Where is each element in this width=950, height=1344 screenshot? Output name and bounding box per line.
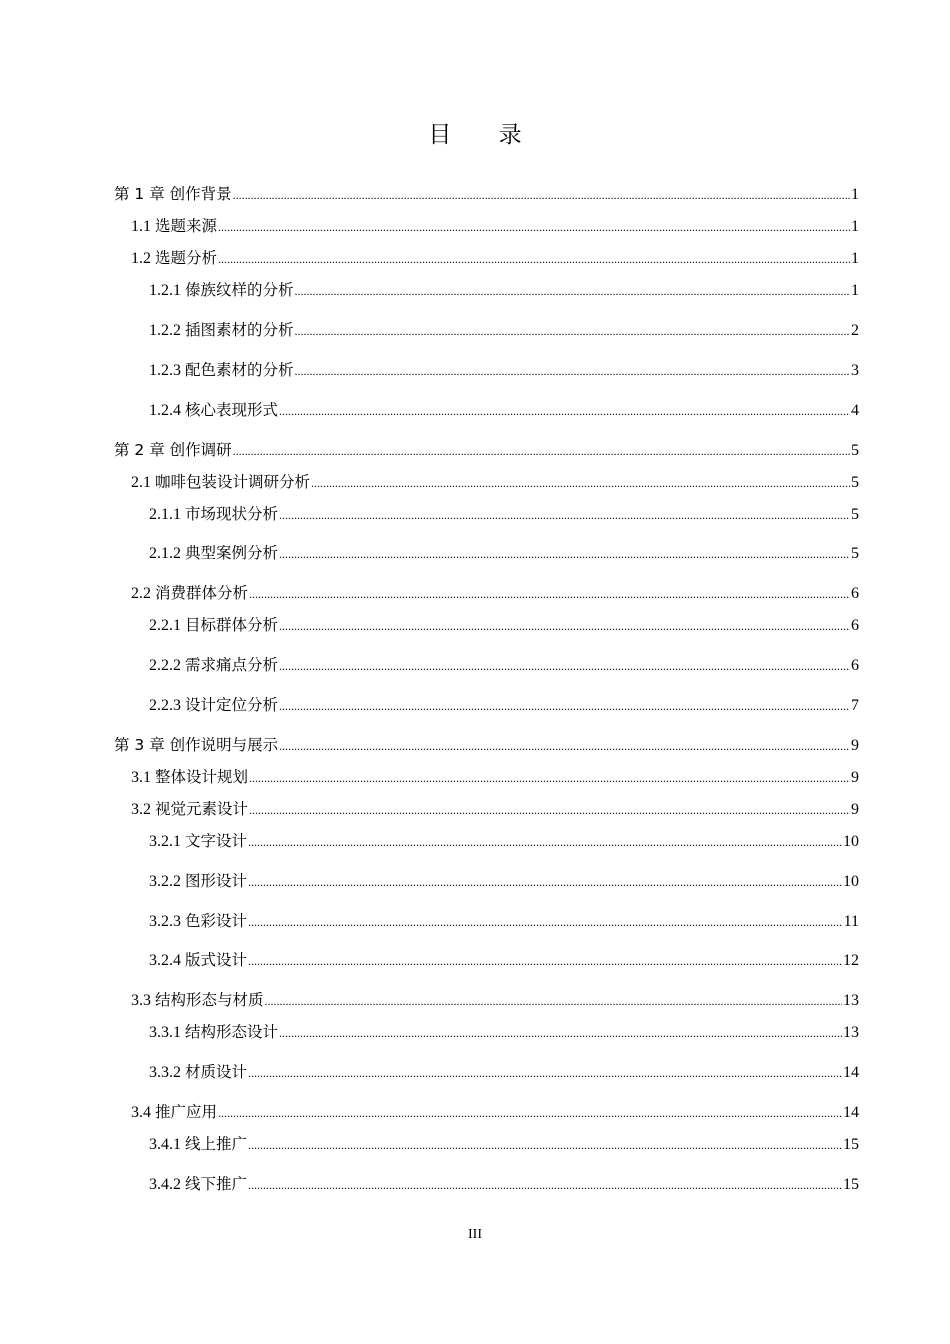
toc-entry[interactable] [131, 472, 859, 492]
toc-entry-number: 2.1.1 [149, 506, 185, 523]
toc-dot-leader [279, 696, 850, 716]
toc-entry-title: 创作说明与展示 [169, 736, 279, 754]
toc-entry-page: 5 [851, 506, 859, 523]
toc-entry[interactable] [149, 543, 859, 563]
toc-entry-page: 9 [851, 801, 859, 818]
toc-entry-page: 14 [843, 1104, 859, 1121]
page-title: 目 录 [428, 122, 542, 148]
toc-dot-leader [218, 1103, 842, 1123]
toc-entry-page: 9 [851, 769, 859, 786]
toc-entry-number: 3.2.4 [149, 952, 185, 969]
toc-dot-leader [265, 991, 842, 1011]
toc-entry-number: 2.2.1 [149, 617, 185, 634]
toc-entry-title: 版式设计 [185, 951, 248, 969]
toc-entry-number: 1.2.2 [149, 322, 185, 339]
toc-entry-page: 13 [843, 1024, 859, 1041]
toc-entry-title: 推广应用 [155, 1103, 218, 1121]
toc-entry[interactable] [149, 831, 859, 851]
toc-entry-page: 10 [843, 833, 859, 850]
toc-entry-page: 5 [851, 545, 859, 562]
toc-entry[interactable] [131, 767, 859, 787]
toc-entry[interactable] [149, 1134, 859, 1154]
toc-entry[interactable] [149, 615, 859, 635]
toc-entry-title: 创作调研 [169, 441, 232, 459]
toc-entry[interactable] [131, 799, 859, 819]
toc-entry-page: 15 [843, 1136, 859, 1153]
toc-entry-number: 3.2.2 [149, 873, 185, 890]
toc-entry-title: 咖啡包装设计调研分析 [155, 473, 311, 491]
toc-entry[interactable] [149, 400, 859, 420]
toc-entry-page: 11 [843, 913, 859, 930]
toc-dot-leader [249, 768, 850, 788]
toc-entry[interactable] [149, 911, 859, 931]
toc-entry-page: 5 [851, 442, 859, 459]
toc-entry-number: 3.3.2 [149, 1064, 185, 1081]
toc-entry[interactable] [149, 655, 859, 675]
toc-entry[interactable] [149, 280, 859, 300]
toc-entry-page: 13 [843, 992, 859, 1009]
toc-entry-number: 第 3 章 [114, 736, 170, 754]
toc-entry-title: 消费群体分析 [155, 584, 249, 602]
toc-entry[interactable] [131, 216, 859, 236]
toc-dot-leader [279, 505, 850, 525]
toc-entry[interactable] [149, 320, 859, 340]
toc-dot-leader [233, 441, 850, 461]
toc-entry-title: 色彩设计 [185, 912, 248, 930]
toc-entry-page: 1 [851, 250, 859, 267]
toc-entry[interactable] [149, 695, 859, 715]
toc-entry-title: 需求痛点分析 [185, 656, 279, 674]
toc-entry-number: 2.2.3 [149, 697, 185, 714]
toc-entry[interactable] [114, 184, 859, 204]
toc-entry-number: 2.2 [131, 585, 155, 602]
toc-dot-leader [279, 736, 850, 756]
toc-entry-number: 3.2.1 [149, 833, 185, 850]
toc-dot-leader [279, 616, 850, 636]
toc-entry-number: 1.2.1 [149, 282, 185, 299]
toc-entry-title: 线下推广 [185, 1175, 248, 1193]
toc-dot-leader [279, 656, 850, 676]
toc-dot-leader [248, 872, 842, 892]
toc-entry-title: 市场现状分析 [185, 505, 279, 523]
toc-entry-title: 线上推广 [185, 1135, 248, 1153]
toc-dot-leader [311, 473, 850, 493]
toc-entry-page: 1 [851, 282, 859, 299]
toc-dot-leader [279, 401, 850, 421]
toc-entry-title: 整体设计规划 [155, 768, 249, 786]
toc-entry-number: 1.2 [131, 250, 155, 267]
toc-entry[interactable] [149, 504, 859, 524]
toc-entry-page: 1 [851, 218, 859, 235]
toc-dot-leader [295, 361, 850, 381]
toc-entry-number: 3.4.2 [149, 1176, 185, 1193]
toc-entry[interactable] [114, 440, 859, 460]
toc-entry[interactable] [131, 990, 859, 1010]
toc-entry-page: 5 [851, 474, 859, 491]
toc-entry-title: 典型案例分析 [185, 544, 279, 562]
toc-entry-page: 12 [843, 952, 859, 969]
toc-entry-number: 第 1 章 [114, 185, 170, 203]
toc-dot-leader [248, 1135, 842, 1155]
toc-entry[interactable] [131, 1102, 859, 1122]
toc-dot-leader [248, 1063, 842, 1083]
toc-entry-title: 目标群体分析 [185, 616, 279, 634]
toc-entry-title: 选题分析 [155, 249, 218, 267]
toc-entry-page: 14 [843, 1064, 859, 1081]
toc-entry[interactable] [114, 735, 859, 755]
toc-entry-number: 3.1 [131, 769, 155, 786]
page-number-footer: III [468, 1227, 482, 1242]
toc-entry[interactable] [149, 871, 859, 891]
toc-dot-leader [248, 1175, 842, 1195]
toc-entry-title: 结构形态与材质 [155, 991, 264, 1009]
toc-entry-title: 傣族纹样的分析 [185, 281, 294, 299]
toc-entry-page: 7 [851, 697, 859, 714]
toc-entry-page: 6 [851, 617, 859, 634]
toc-entry[interactable] [149, 950, 859, 970]
toc-entry-title: 插图素材的分析 [185, 321, 294, 339]
toc-entry-number: 第 2 章 [114, 441, 170, 459]
toc-entry[interactable] [131, 583, 859, 603]
toc-entry-title: 材质设计 [185, 1063, 248, 1081]
toc-dot-leader [249, 584, 850, 604]
toc-entry-page: 4 [851, 402, 859, 419]
toc-entry-page: 2 [851, 322, 859, 339]
toc-entry-number: 1.1 [131, 218, 155, 235]
toc-entry-page: 1 [851, 186, 859, 203]
toc-entry[interactable] [149, 1174, 859, 1194]
toc-dot-leader [279, 544, 850, 564]
toc-entry-title: 创作背景 [169, 185, 232, 203]
toc-entry-number: 1.2.3 [149, 362, 185, 379]
toc-dot-leader [248, 912, 843, 932]
toc-entry-number: 2.1.2 [149, 545, 185, 562]
toc-dot-leader [248, 951, 842, 971]
toc-entry-title: 文字设计 [185, 832, 248, 850]
toc-entry-title: 视觉元素设计 [155, 800, 249, 818]
toc-dot-leader [248, 832, 842, 852]
toc-entry-number: 2.1 [131, 474, 155, 491]
toc-dot-leader [249, 800, 850, 820]
toc-entry-page: 6 [851, 657, 859, 674]
toc-entry-number: 3.3 [131, 992, 155, 1009]
toc-entry-page: 15 [843, 1176, 859, 1193]
toc-entry-title: 配色素材的分析 [185, 361, 294, 379]
toc-entry-title: 设计定位分析 [185, 696, 279, 714]
toc-entry-title: 图形设计 [185, 872, 248, 890]
toc-entry[interactable] [149, 1022, 859, 1042]
toc-entry-number: 3.4.1 [149, 1136, 185, 1153]
toc-entry-number: 3.3.1 [149, 1024, 185, 1041]
toc-entry-page: 6 [851, 585, 859, 602]
toc-entry-number: 3.4 [131, 1104, 155, 1121]
toc-entry-number: 2.2.2 [149, 657, 185, 674]
toc-dot-leader [279, 1023, 842, 1043]
toc-entry[interactable] [149, 360, 859, 380]
toc-dot-leader [295, 281, 850, 301]
toc-entry[interactable] [149, 1062, 859, 1082]
toc-entry-number: 3.2.3 [149, 913, 185, 930]
toc-entry-number: 3.2 [131, 801, 155, 818]
toc-dot-leader [218, 249, 850, 269]
toc-entry-title: 核心表现形式 [185, 401, 279, 419]
toc-entry-number: 1.2.4 [149, 402, 185, 419]
toc-entry-title: 结构形态设计 [185, 1023, 279, 1041]
toc-entry-page: 10 [843, 873, 859, 890]
toc-entry-page: 9 [851, 737, 859, 754]
toc-dot-leader [218, 217, 850, 237]
toc-entry-title: 选题来源 [155, 217, 218, 235]
toc-entry-page: 3 [851, 362, 859, 379]
toc-dot-leader [233, 185, 850, 205]
toc-dot-leader [295, 321, 850, 341]
toc-entry[interactable] [131, 248, 859, 268]
